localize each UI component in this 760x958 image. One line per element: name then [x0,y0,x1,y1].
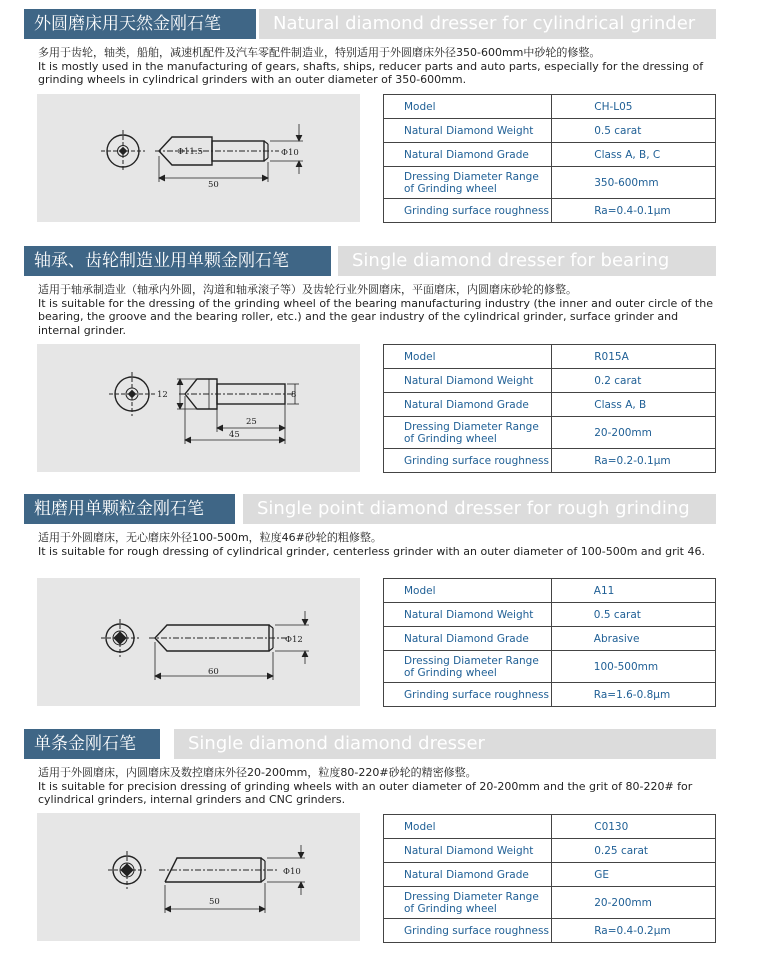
section-title-cn: 粗磨用单颗粒金刚石笔 [24,494,235,524]
spec-row [384,199,716,223]
spec-row [384,603,716,627]
spec-row [384,393,716,417]
dimension-label: Φ10 [283,867,301,877]
spec-row [384,95,716,119]
spec-label: Model [384,579,552,603]
spec-label: Dressing Diameter Range of Grinding wheel [384,167,552,199]
spec-value: Ra=0.4-0.2μm [552,919,716,943]
spec-row [384,417,716,449]
technical-drawing [37,94,360,222]
section-description [38,46,718,87]
spec-value: Class A, B [552,393,716,417]
spec-label: Model [384,345,552,369]
description-en: It is suitable for rough dressing of cylindrical grinder, centerless grinder with an outer diameter of 100-500m and grit 46. [38,544,705,558]
spec-value: Class A, B, C [552,143,716,167]
spec-row [384,119,716,143]
spec-value: Abrasive [551,627,715,651]
section-header [24,246,716,276]
spec-label: Model [384,815,552,839]
spec-label: Natural Diamond Grade [384,863,552,887]
description-en: It is suitable for the dressing of the grinding wheel of the bearing manufacturing industry (the inner and outer circle of the bearing, the groove and the bearing roller, etc.) and the gear industry of the cylindrical grinder, surface grinder and internal grinder. [38,296,713,337]
spec-value: 0.5 carat [552,119,716,143]
section-title-en: Natural diamond dresser for cylindrical grinder [259,9,716,39]
spec-value: Ra=0.2-0.1μm [552,449,716,473]
section-description [38,766,718,807]
spec-value: Ra=0.4-0.1μm [552,199,716,223]
spec-label: Dressing Diameter Range of Grinding wheel [384,887,552,919]
section-description [38,283,718,337]
dimension-label: 50 [209,897,220,907]
spec-row [384,627,716,651]
spec-table [383,578,716,707]
spec-label: Grinding surface roughness [384,449,552,473]
description-cn: 多用于齿轮，轴类，船舶，减速机配件及汽车零配件制造业，特别适用于外圆磨床外径350-600mm中砂轮的修整。 [38,46,601,59]
technical-drawing [37,578,360,706]
section-header [24,9,716,39]
section-title-cn: 单条金刚石笔 [24,729,160,759]
spec-row [384,143,716,167]
dimension-label: Φ12 [285,635,303,645]
dimension-label: 60 [208,667,219,677]
section-title-cn: 轴承、齿轮制造业用单颗金刚石笔 [24,246,331,276]
spec-value: 20-200mm [552,417,716,449]
spec-label: Natural Diamond Grade [384,143,552,167]
spec-label: Grinding surface roughness [384,919,552,943]
spec-table [383,814,716,943]
description-en: It is suitable for precision dressing of grinding wheels with an outer diameter of 20-200mm and the grit of 80-220# for cylindrical grinders, internal grinders and CNC grinders. [38,779,693,806]
dimension-label: Φ10 [281,148,299,158]
spec-value: 0.25 carat [552,839,716,863]
section-title-cn: 外圆磨床用天然金刚石笔 [24,9,256,39]
spec-row [384,683,716,707]
section-header [24,729,716,759]
spec-row [384,345,716,369]
spec-value: Ra=1.6-0.8μm [551,683,715,707]
description-en: It is mostly used in the manufacturing of gears, shafts, ships, reducer parts and auto parts, especially for the dressing of grinding wheels in cylindrical grinders with an outer diameter of 350-600mm. [38,59,704,86]
section-title-en: Single diamond diamond dresser [174,729,716,759]
spec-row [384,919,716,943]
spec-label: Model [384,95,552,119]
spec-label: Natural Diamond Weight [384,839,552,863]
spec-row [384,651,716,683]
spec-row [384,815,716,839]
spec-value: C0130 [552,815,716,839]
spec-value: R015A [552,345,716,369]
spec-row [384,449,716,473]
spec-value: 0.5 carat [551,603,715,627]
spec-label: Natural Diamond Grade [384,627,552,651]
spec-label: Natural Diamond Weight [384,603,552,627]
spec-row [384,579,716,603]
section-title-en: Single point diamond dresser for rough grinding [243,494,716,524]
technical-drawing [37,813,360,941]
spec-row [384,167,716,199]
dimension-label: 12 [157,390,168,400]
technical-drawing [37,344,360,472]
dimension-label: 25 [246,417,257,427]
dimension-label: Φ11.5 [177,147,203,157]
dimension-label: 8 [291,390,297,400]
spec-value: 100-500mm [551,651,715,683]
spec-value: 0.2 carat [552,369,716,393]
section-description [38,531,718,558]
spec-row [384,863,716,887]
spec-label: Dressing Diameter Range of Grinding wheel [384,417,552,449]
dimension-label: 45 [229,430,240,440]
spec-value: A11 [551,579,715,603]
spec-label: Natural Diamond Grade [384,393,552,417]
description-cn: 适用于外圆磨床，内圆磨床及数控磨床外径20-200mm，粒度80-220#砂轮的精密修整。 [38,766,477,779]
spec-value: GE [552,863,716,887]
spec-label: Dressing Diameter Range of Grinding wheel [384,651,552,683]
spec-table [383,94,716,223]
spec-label: Natural Diamond Weight [384,369,552,393]
spec-label: Grinding surface roughness [384,199,552,223]
spec-value: 350-600mm [552,167,716,199]
spec-label: Grinding surface roughness [384,683,552,707]
section-title-en: Single diamond dresser for bearing [338,246,716,276]
spec-row [384,369,716,393]
spec-row [384,887,716,919]
spec-row [384,839,716,863]
spec-value: 20-200mm [552,887,716,919]
spec-table [383,344,716,473]
description-cn: 适用于外圆磨床，无心磨床外径100-500m，粒度46#砂轮的粗修整。 [38,531,382,544]
dimension-label: 50 [208,180,219,190]
section-header [24,494,716,524]
spec-value: CH-L05 [552,95,716,119]
spec-label: Natural Diamond Weight [384,119,552,143]
description-cn: 适用于轴承制造业（轴承内外圆，沟道和轴承滚子等）及齿轮行业外圆磨床，平面磨床，内圆磨床砂轮的修整。 [38,283,577,296]
